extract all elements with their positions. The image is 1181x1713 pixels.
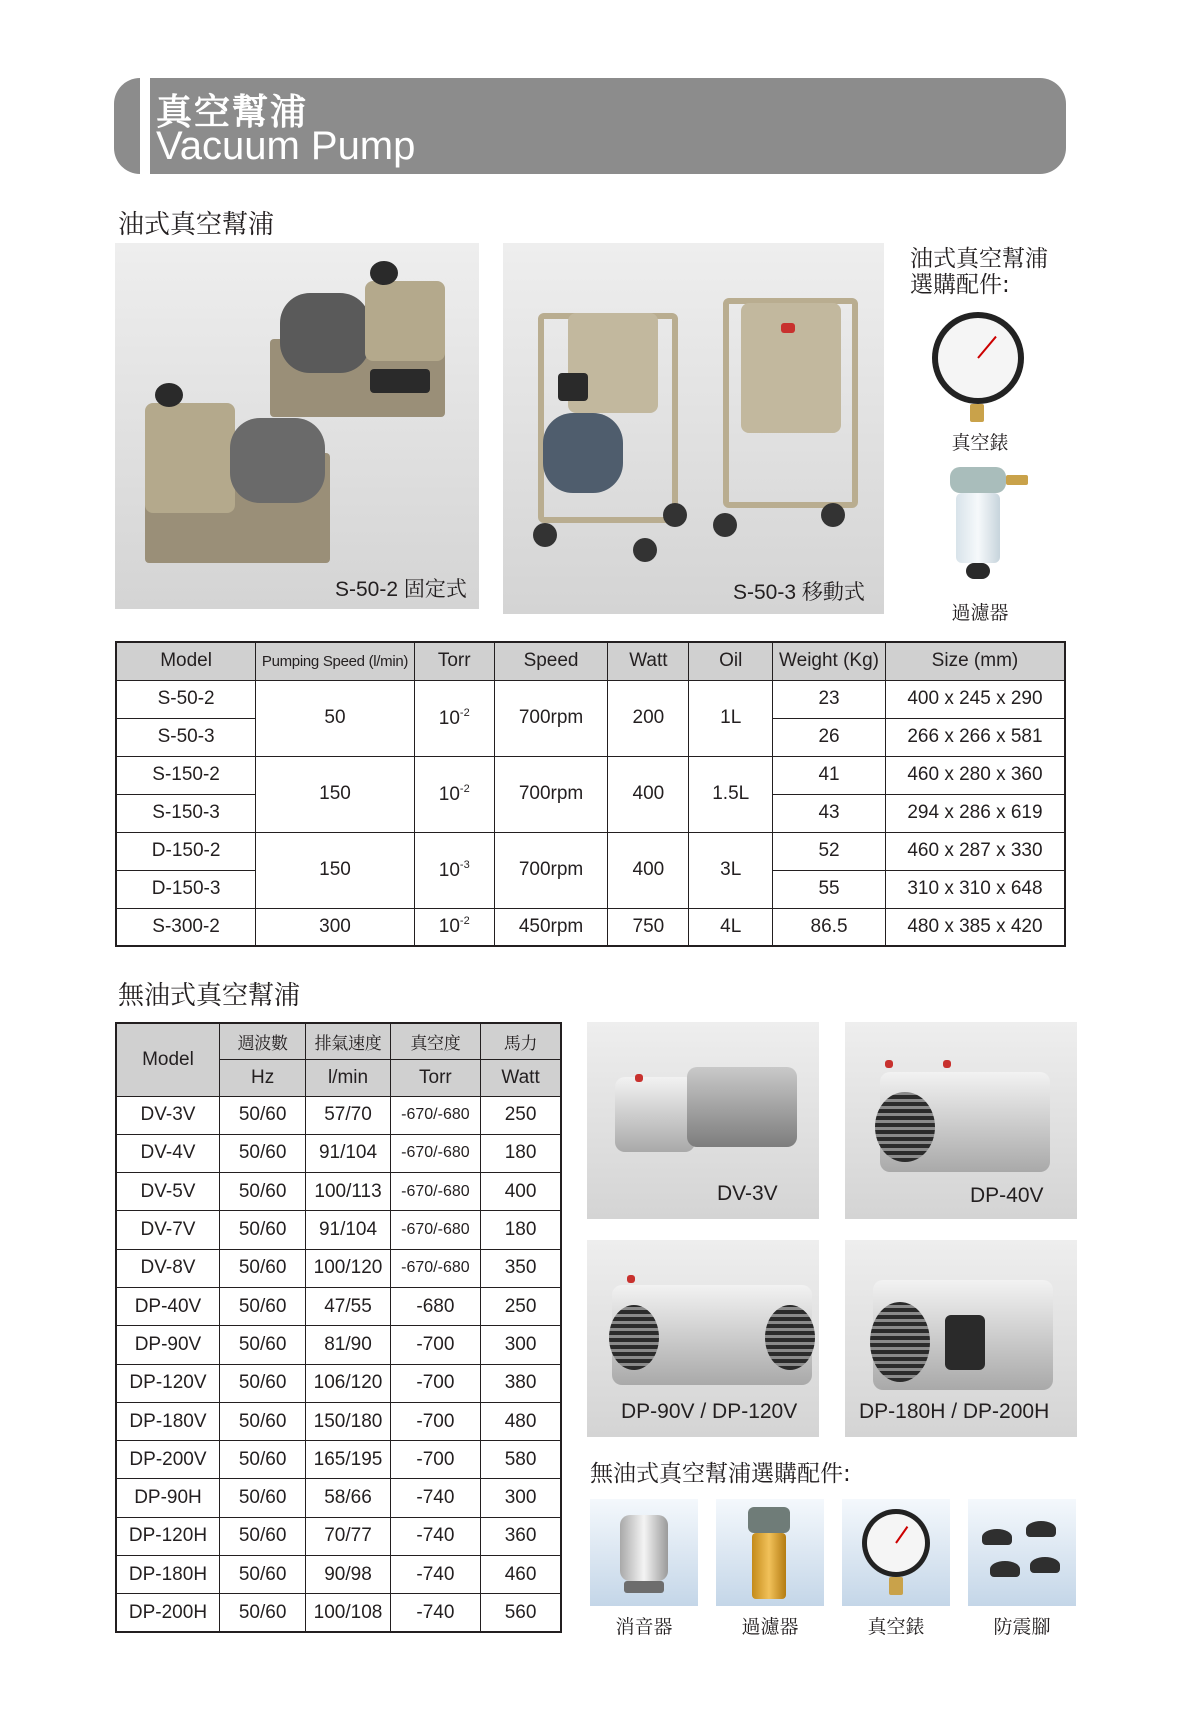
accessory-label-anti-vibration-foot: 防震腳 — [993, 1616, 1051, 1638]
cell-vacuum: -740 — [390, 1479, 480, 1517]
oilfree-accessories-title: 無油式真空幫浦選購配件: — [590, 1461, 851, 1487]
cell-speed: 450rpm — [494, 908, 608, 946]
cell-exhaust-speed: 100/113 — [306, 1173, 390, 1211]
table-row — [116, 1211, 561, 1249]
cell-model: DP-200V — [116, 1441, 219, 1479]
cell-model: DV-4V — [116, 1134, 219, 1172]
cell-horsepower: 180 — [481, 1211, 561, 1249]
header-weight: Weight (Kg) — [773, 642, 886, 680]
cell-horsepower: 400 — [481, 1173, 561, 1211]
cell-vacuum: -670/-680 — [390, 1134, 480, 1172]
cell-vacuum: -680 — [390, 1287, 480, 1325]
cell-exhaust-speed: 150/180 — [306, 1402, 390, 1440]
cell-model: D-150-3 — [116, 870, 256, 908]
cell-oil: 4L — [689, 908, 773, 946]
cell-frequency: 50/60 — [219, 1326, 305, 1364]
table-row — [116, 1402, 561, 1440]
header-unit-hz: Hz — [219, 1059, 305, 1096]
silencer-icon — [590, 1499, 698, 1606]
cell-frequency: 50/60 — [219, 1211, 305, 1249]
header-frequency: 週波數 — [219, 1023, 305, 1059]
cell-weight: 55 — [773, 870, 886, 908]
cell-horsepower: 380 — [481, 1364, 561, 1402]
photo-caption: DP-90V / DP-120V — [621, 1400, 798, 1423]
cell-exhaust-speed: 81/90 — [306, 1326, 390, 1364]
cell-watt: 200 — [608, 680, 689, 756]
cell-size: 310 x 310 x 648 — [885, 870, 1065, 908]
photo-caption: S-50-2 固定式 — [335, 578, 467, 601]
cell-oil: 1.5L — [689, 756, 773, 832]
cell-model: S-150-2 — [116, 756, 256, 794]
cell-size: 480 x 385 x 420 — [885, 908, 1065, 946]
cell-vacuum: -670/-680 — [390, 1249, 480, 1287]
table-row — [116, 832, 1065, 870]
cell-exhaust-speed: 47/55 — [306, 1287, 390, 1325]
anti-vibration-foot-icon — [968, 1499, 1076, 1606]
filter-icon — [716, 1499, 824, 1606]
photo-s-50-3 — [503, 243, 884, 614]
cell-torr: $10^{-3}$ — [414, 832, 494, 908]
page-title-en: Vacuum Pump — [156, 124, 416, 168]
cell-model: DV-7V — [116, 1211, 219, 1249]
cell-weight: 26 — [773, 718, 886, 756]
cell-size: 294 x 286 x 619 — [885, 794, 1065, 832]
table-row — [116, 1134, 561, 1172]
cell-horsepower: 580 — [481, 1441, 561, 1479]
header-watt: Watt — [608, 642, 689, 680]
header-model: Model — [116, 1023, 219, 1096]
cell-watt: 750 — [608, 908, 689, 946]
cell-vacuum: -700 — [390, 1441, 480, 1479]
cell-vacuum: -740 — [390, 1594, 480, 1632]
photo-caption: DP-180H / DP-200H — [859, 1400, 1050, 1423]
cell-size: 266 x 266 x 581 — [885, 718, 1065, 756]
accessory-label-filter: 過濾器 — [741, 1616, 799, 1638]
cell-speed: 700rpm — [494, 680, 608, 756]
oilfree-pump-spec-table — [115, 1022, 562, 1633]
cell-speed: 700rpm — [494, 756, 608, 832]
cell-weight: 23 — [773, 680, 886, 718]
cell-frequency: 50/60 — [219, 1479, 305, 1517]
photo-caption: DV-3V — [717, 1182, 778, 1205]
cell-frequency: 50/60 — [219, 1556, 305, 1594]
cell-horsepower: 350 — [481, 1249, 561, 1287]
table-row — [116, 680, 1065, 718]
header-exhaust-speed: 排氣速度 — [306, 1023, 390, 1059]
cell-horsepower: 480 — [481, 1402, 561, 1440]
oil-section-title: 油式真空幫浦 — [118, 210, 275, 240]
header-oil: Oil — [689, 642, 773, 680]
cell-horsepower: 560 — [481, 1594, 561, 1632]
oil-pump-spec-table — [115, 641, 1066, 947]
cell-watt: 400 — [608, 756, 689, 832]
header-model: Model — [116, 642, 256, 680]
cell-vacuum: -670/-680 — [390, 1211, 480, 1249]
cell-exhaust-speed: 91/104 — [306, 1134, 390, 1172]
cell-model: DP-180H — [116, 1556, 219, 1594]
cell-vacuum: -670/-680 — [390, 1173, 480, 1211]
cell-size: 400 x 245 x 290 — [885, 680, 1065, 718]
page-title-zh: 真空幫浦 — [156, 92, 309, 133]
photo-s-50-2 — [115, 243, 479, 609]
cell-pumping-speed: 300 — [256, 908, 415, 946]
cell-horsepower: 360 — [481, 1517, 561, 1555]
cell-model: DV-3V — [116, 1096, 219, 1134]
cell-model: DP-40V — [116, 1287, 219, 1325]
header-torr: Torr — [414, 642, 494, 680]
cell-model: DP-90H — [116, 1479, 219, 1517]
table-row — [116, 1287, 561, 1325]
cell-torr: $10^{-2}$ — [414, 908, 494, 946]
cell-model: DP-120H — [116, 1517, 219, 1555]
photo-dv-3v — [587, 1022, 819, 1219]
table-row — [116, 1364, 561, 1402]
oil-accessories-title-line1: 油式真空幫浦 — [910, 246, 1048, 272]
cell-horsepower: 250 — [481, 1287, 561, 1325]
cell-pumping-speed: 50 — [256, 680, 415, 756]
table-row — [116, 1096, 561, 1134]
table-row — [116, 1479, 561, 1517]
cell-frequency: 50/60 — [219, 1096, 305, 1134]
cell-model: S-300-2 — [116, 908, 256, 946]
cell-vacuum: -740 — [390, 1517, 480, 1555]
banner-accent-bar — [140, 78, 150, 174]
cell-weight: 52 — [773, 832, 886, 870]
oil-accessories-title — [910, 246, 1048, 298]
cell-oil: 1L — [689, 680, 773, 756]
cell-model: DV-5V — [116, 1173, 219, 1211]
cell-exhaust-speed: 100/108 — [306, 1594, 390, 1632]
cell-frequency: 50/60 — [219, 1249, 305, 1287]
header-unit-watt: Watt — [481, 1059, 561, 1096]
table-row — [116, 1249, 561, 1287]
accessory-label-vacuum-gauge: 真空錶 — [951, 432, 1009, 454]
header-vacuum: 真空度 — [390, 1023, 480, 1059]
cell-oil: 3L — [689, 832, 773, 908]
cell-vacuum: -670/-680 — [390, 1096, 480, 1134]
cell-pumping-speed: 150 — [256, 832, 415, 908]
cell-model: S-50-2 — [116, 680, 256, 718]
photo-caption: S-50-3 移動式 — [733, 581, 865, 604]
header-size: Size (mm) — [885, 642, 1065, 680]
header-unit-lmin: l/min — [306, 1059, 390, 1096]
cell-exhaust-speed: 70/77 — [306, 1517, 390, 1555]
cell-exhaust-speed: 57/70 — [306, 1096, 390, 1134]
cell-horsepower: 300 — [481, 1479, 561, 1517]
cell-speed: 700rpm — [494, 832, 608, 908]
header-speed: Speed — [494, 642, 608, 680]
header-unit-torr: Torr — [390, 1059, 480, 1096]
cell-watt: 400 — [608, 832, 689, 908]
oil-accessories-title-line2: 選購配件: — [910, 272, 1010, 298]
table-row — [116, 1173, 561, 1211]
table-row — [116, 1517, 561, 1555]
cell-model: DP-90V — [116, 1326, 219, 1364]
cell-exhaust-speed: 100/120 — [306, 1249, 390, 1287]
cell-exhaust-speed: 106/120 — [306, 1364, 390, 1402]
cell-weight: 86.5 — [773, 908, 886, 946]
table-header-row — [116, 1023, 561, 1059]
cell-frequency: 50/60 — [219, 1441, 305, 1479]
cell-vacuum: -740 — [390, 1556, 480, 1594]
table-row — [116, 756, 1065, 794]
cell-horsepower: 460 — [481, 1556, 561, 1594]
cell-weight: 41 — [773, 756, 886, 794]
table-row — [116, 1556, 561, 1594]
photo-dp-40v — [845, 1022, 1077, 1219]
cell-frequency: 50/60 — [219, 1402, 305, 1440]
photo-caption: DP-40V — [970, 1184, 1044, 1207]
cell-model: DP-180V — [116, 1402, 219, 1440]
cell-exhaust-speed: 90/98 — [306, 1556, 390, 1594]
cell-frequency: 50/60 — [219, 1364, 305, 1402]
table-row — [116, 908, 1065, 946]
cell-torr: $10^{-2}$ — [414, 680, 494, 756]
cell-exhaust-speed: 58/66 — [306, 1479, 390, 1517]
table-row — [116, 1594, 561, 1632]
cell-exhaust-speed: 91/104 — [306, 1211, 390, 1249]
cell-frequency: 50/60 — [219, 1173, 305, 1211]
cell-model: DV-8V — [116, 1249, 219, 1287]
header-horsepower: 馬力 — [481, 1023, 561, 1059]
cell-frequency: 50/60 — [219, 1594, 305, 1632]
table-row — [116, 1441, 561, 1479]
oilfree-section-title: 無油式真空幫浦 — [118, 981, 301, 1011]
vacuum-gauge-icon — [932, 312, 1024, 404]
accessory-label-silencer: 消音器 — [615, 1616, 673, 1638]
cell-model: DP-200H — [116, 1594, 219, 1632]
header-banner — [114, 78, 1066, 174]
cell-torr: $10^{-2}$ — [414, 756, 494, 832]
cell-horsepower: 180 — [481, 1134, 561, 1172]
cell-model: D-150-2 — [116, 832, 256, 870]
cell-pumping-speed: 150 — [256, 756, 415, 832]
cell-weight: 43 — [773, 794, 886, 832]
accessory-label-vacuum-gauge: 真空錶 — [867, 1616, 925, 1638]
photo-dp-180h-200h — [845, 1240, 1077, 1437]
cell-horsepower: 250 — [481, 1096, 561, 1134]
cell-vacuum: -700 — [390, 1326, 480, 1364]
cell-model: DP-120V — [116, 1364, 219, 1402]
cell-model: S-150-3 — [116, 794, 256, 832]
accessory-label-filter: 過濾器 — [951, 602, 1009, 624]
cell-size: 460 x 280 x 360 — [885, 756, 1065, 794]
cell-vacuum: -700 — [390, 1402, 480, 1440]
cell-model: S-50-3 — [116, 718, 256, 756]
table-header-row — [116, 642, 1065, 680]
table-row — [116, 1326, 561, 1364]
cell-vacuum: -700 — [390, 1364, 480, 1402]
cell-frequency: 50/60 — [219, 1134, 305, 1172]
header-pumping-speed: Pumping Speed (l/min) — [256, 642, 415, 680]
cell-size: 460 x 287 x 330 — [885, 832, 1065, 870]
cell-horsepower: 300 — [481, 1326, 561, 1364]
cell-exhaust-speed: 165/195 — [306, 1441, 390, 1479]
cell-frequency: 50/60 — [219, 1287, 305, 1325]
vacuum-gauge-icon — [842, 1499, 950, 1606]
photo-dp-90v-120v — [587, 1240, 819, 1437]
cell-frequency: 50/60 — [219, 1517, 305, 1555]
